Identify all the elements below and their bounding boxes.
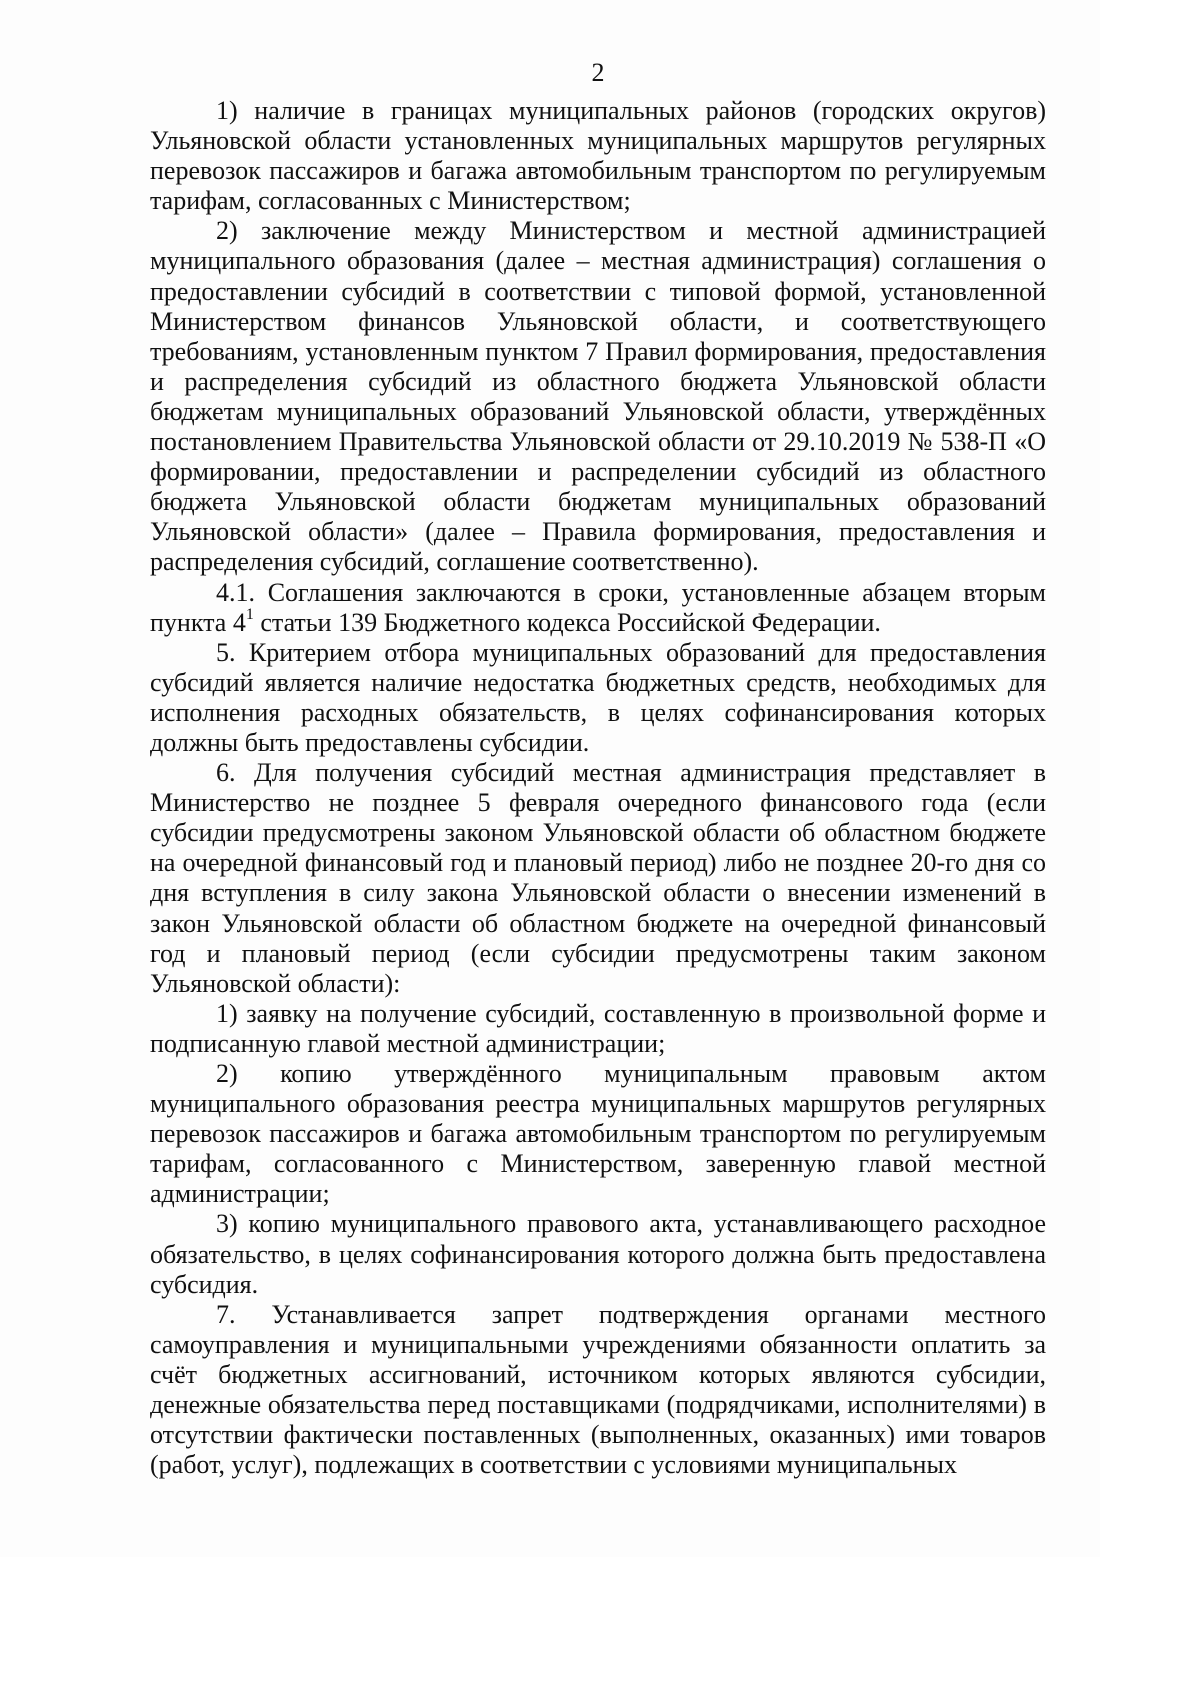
paragraph-item-1: 1) наличие в границах муниципальных районов (городских округов) Ульяновской области установленных муниципальных маршрутов регулярных перевозок пассажиров и багажа автомобильным транспортом по регулируемым тарифам, согласованных с Министерством; — [150, 96, 1046, 216]
paragraph-4-1-text: 4.1. Соглашения заключаются в сроки, установленные абзацем вторым пункта 4 — [150, 577, 1046, 637]
paragraph-6-item-3: 3) копию муниципального правового акта, устанавливающего расходное обязательство, в целях софинансирования которого должна быть предоставлена субсидия. — [150, 1209, 1046, 1299]
paragraph-4-1 — [150, 578, 1046, 638]
paragraph-6-item-1: 1) заявку на получение субсидий, составленную в произвольной форме и подписанную главой местной администрации; — [150, 998, 1046, 1058]
paragraph-7: 7. Устанавливается запрет подтверждения органами местного самоуправления и муниципальными учреждениями обязанности оплатить за счёт бюджетных ассигнований, источником которых являются субсидии, денежные обязательства перед поставщиками (подрядчиками, исполнителями) в отсутствии фактически поставленных (выполненных, оказанных) ими товаров (работ, услуг), подлежащих в соответствии с условиями муниципальных — [150, 1299, 1046, 1480]
paragraph-6: 6. Для получения субсидий местная администрация представляет в Министерство не позднее 5 февраля очередного финансового года (если субсидии предусмотрены законом Ульяновской области об областном бюджете на очередной финансовый год и плановый период) либо не позднее 20-го дня со дня вступления в силу закона Ульяновской области о внесении изменений в закон Ульяновской области об областном бюджете на очередной финансовый год и плановый период (если субсидии предусмотрены таким законом Ульяновской области): — [150, 758, 1046, 998]
paragraph-5: 5. Критерием отбора муниципальных образований для предоставления субсидий является наличие недостатка бюджетных средств, необходимых для исполнения расходных обязательств, в целях софинансирования которых должны быть предоставлены субсидии. — [150, 637, 1046, 757]
paragraph-6-item-2: 2) копию утверждённого муниципальным правовым актом муниципального образования реестра муниципальных маршрутов регулярных перевозок пассажиров и багажа автомобильным транспортом по регулируемым тарифам, согласованного с Министерством, заверенную главой местной администрации; — [150, 1059, 1046, 1209]
page-number: 2 — [591, 58, 605, 87]
document-body — [150, 96, 1046, 1480]
superscript-marker: 1 — [245, 605, 254, 623]
paragraph-item-2-agreement: 2) заключение между Министерством и местной администрацией муниципального образования (далее – местная администрация) соглашения о предоставлении субсидий в соответствии с типовой формой, установленной Министерством финансов Ульяновской области, и соответствующего требованиям, установленным пунктом 7 Правил формирования, предоставления и распределения субсидий из областного бюджета Ульяновской области бюджетам муниципальных образований Ульяновской области, утверждённых постановлением Правительства Ульяновской области от 29.10.2019 № 538-П «О формировании, предоставлении и распределении субсидий из областного бюджета Ульяновской области бюджетам муниципальных образований Ульяновской области» (далее – Правила формирования, предоставления и распределения субсидий, соглашение соответственно). — [150, 216, 1046, 577]
paragraph-4-1-text-end: статьи 139 Бюджетного кодекса Российской Федерации. — [253, 607, 881, 637]
